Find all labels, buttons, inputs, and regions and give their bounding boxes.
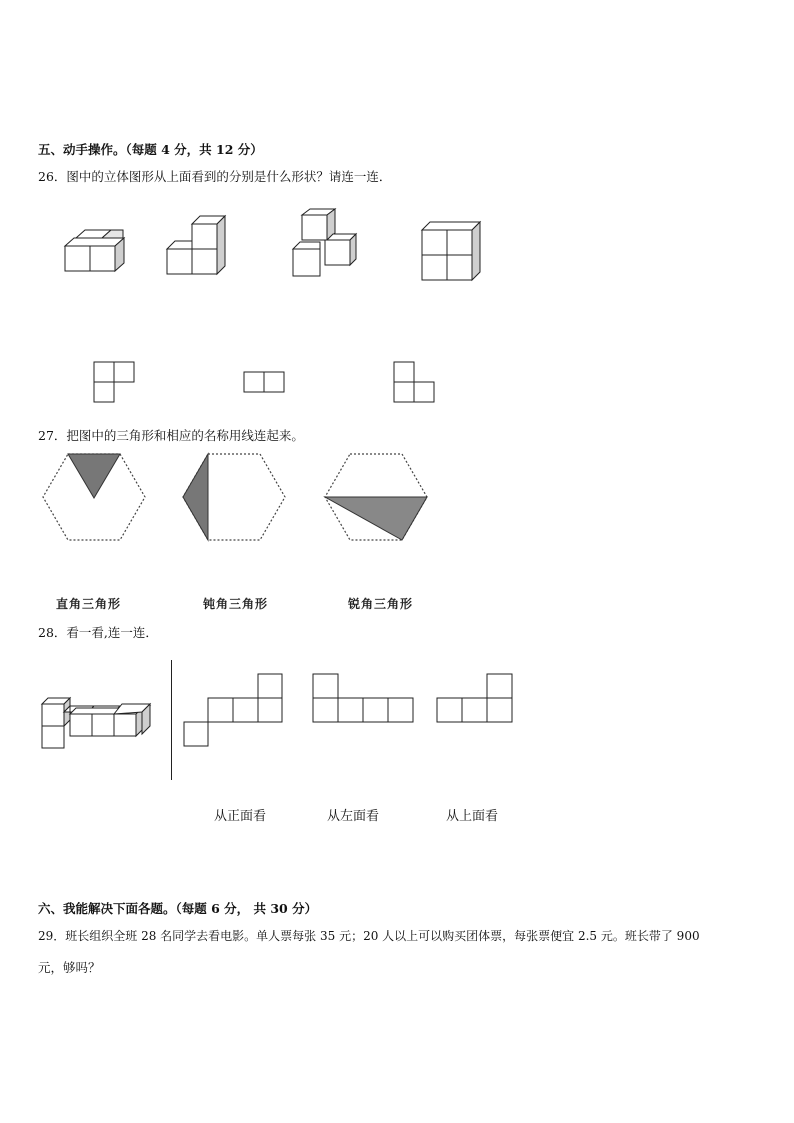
q27-label-right-triangle: 直角三角形 [56,597,122,611]
q28-solid [38,694,156,750]
q26-solid-3 [290,207,362,279]
q28-label-front-view: 从正面看 [214,809,267,824]
q26-top-view-3 [392,360,438,404]
q26-solid-1 [60,208,130,274]
q28-view-2 [311,672,417,726]
q28-label-top-view: 从上面看 [446,809,499,824]
q29-line-1: 29．班长组织全班 28 名同学去看电影。单人票每张 35 元；20 人以上可以购买团体票，每张票便宜 2.5 元。班长带了 900 [38,929,700,943]
q27-text: 27．把图中的三角形和相应的名称用线连起来。 [38,428,304,443]
q26-solid-4 [418,218,484,284]
q26-solid-2 [162,212,232,278]
q27-hexagon-3 [322,450,432,546]
section6-heading: 六、我能解决下面各题。（每题 6 分， 共 30 分） [38,901,318,916]
q27-label-obtuse-triangle: 钝角三角形 [203,597,269,611]
q28-text: 28．看一看,连一连． [38,625,158,640]
q28-view-3 [435,672,517,726]
q26-text: 26．图中的立体图形从上面看到的分别是什么形状？请连一连． [38,169,392,184]
section5-heading: 五、动手操作。（每题 4 分，共 12 分） [38,142,263,157]
q28-divider [171,660,172,780]
q28-label-left-view: 从左面看 [327,809,380,824]
q26-top-view-1 [92,360,138,404]
q27-hexagon-1 [40,450,150,546]
q28-view-1 [182,672,286,750]
q27-hexagon-2 [180,450,290,546]
q26-top-view-2 [242,370,288,394]
q29-line-2: 元，够吗？ [38,960,101,975]
q27-label-acute-triangle: 锐角三角形 [348,597,414,611]
